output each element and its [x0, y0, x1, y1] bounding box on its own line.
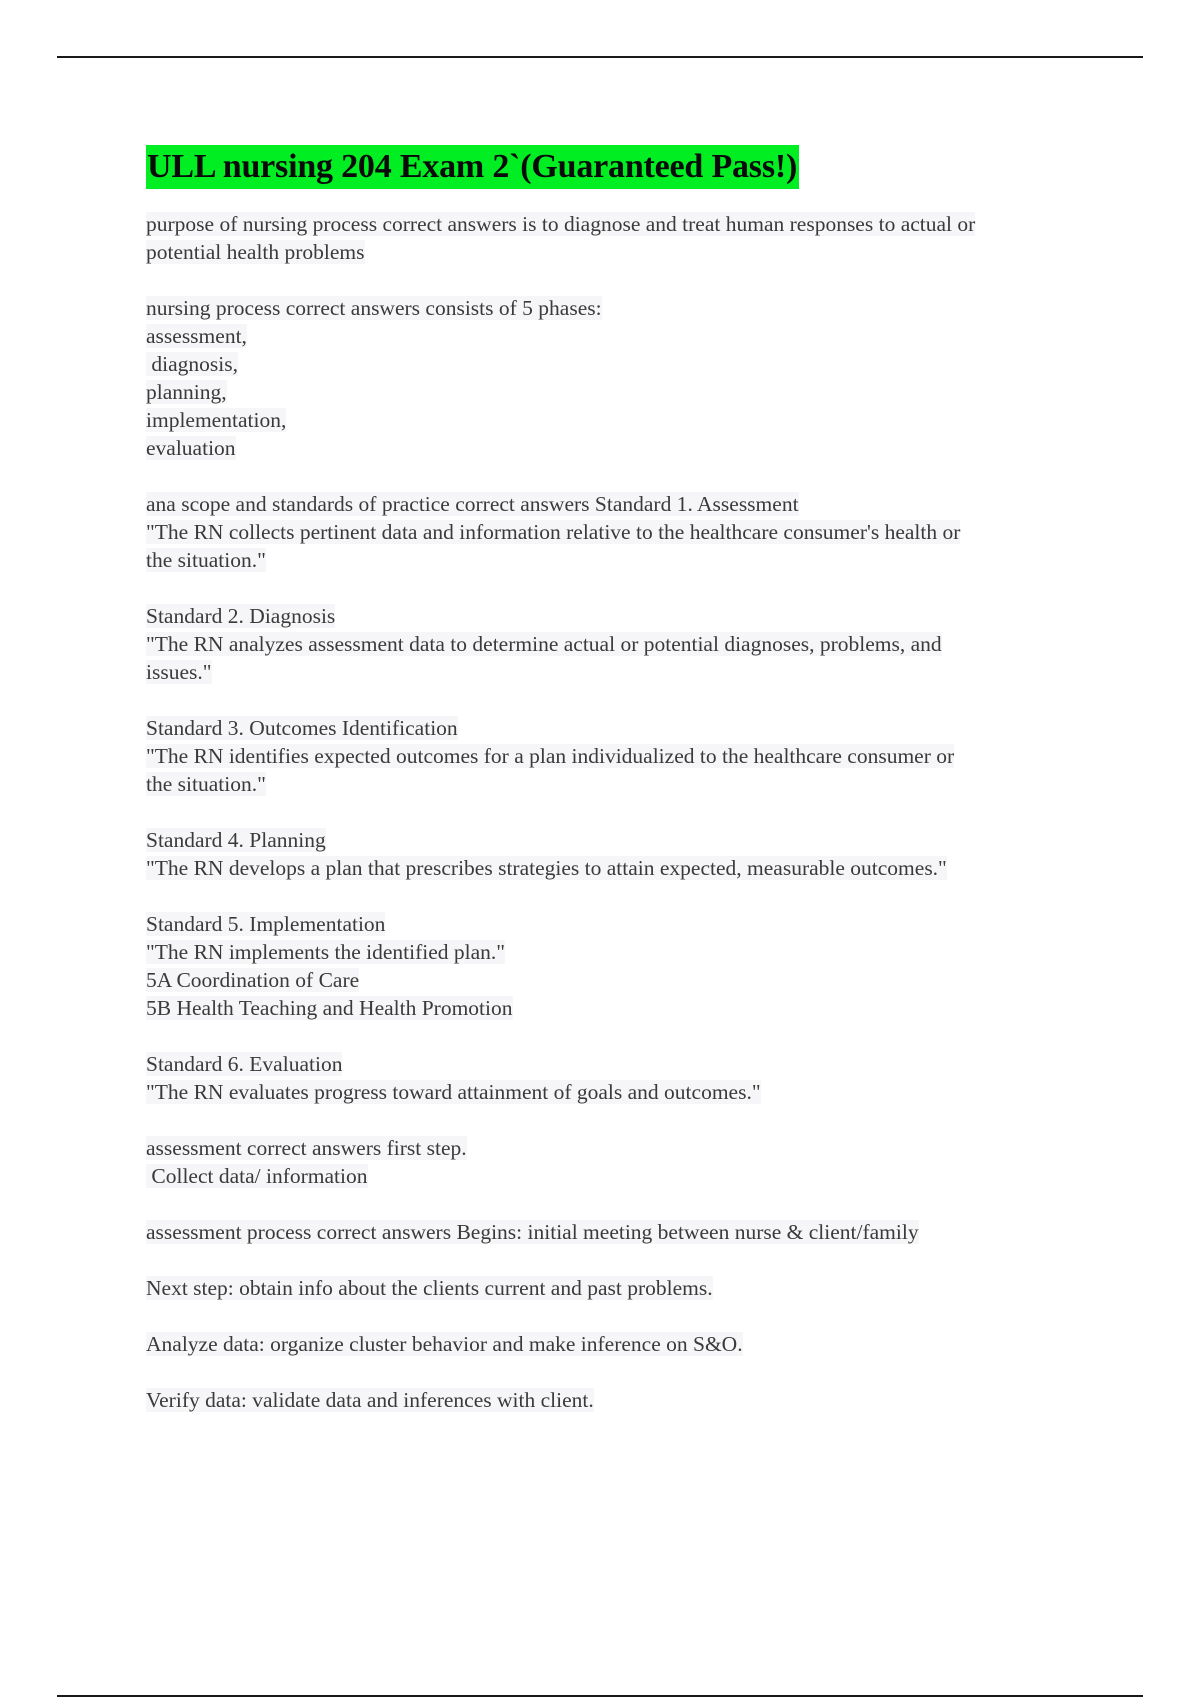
text-line: Next step: obtain info about the clients current and past problems. — [146, 1276, 713, 1300]
document-body — [146, 145, 1086, 1442]
text-line: Standard 6. Evaluation — [146, 1052, 343, 1076]
text-line: ana scope and standards of practice correct answers Standard 1. Assessment — [146, 492, 799, 516]
text-line: 5A Coordination of Care — [146, 968, 360, 992]
text-line: "The RN collects pertinent data and information relative to the healthcare consumer's health or — [146, 520, 961, 544]
text-line: potential health problems — [146, 240, 365, 264]
text-line: the situation." — [146, 548, 266, 572]
text-line: Standard 3. Outcomes Identification — [146, 716, 458, 740]
block-standard-1 — [146, 490, 1086, 574]
block-nursing-process-purpose — [146, 210, 1086, 266]
document-title: ULL nursing 204 Exam 2`(Guaranteed Pass!) — [146, 145, 799, 189]
block-standard-5 — [146, 910, 1086, 1022]
block-next-step — [146, 1274, 1086, 1302]
text-line: "The RN implements the identified plan." — [146, 940, 506, 964]
block-standard-2 — [146, 602, 1086, 686]
block-standard-4 — [146, 826, 1086, 882]
header-rule — [57, 56, 1143, 58]
text-line: 5B Health Teaching and Health Promotion — [146, 996, 513, 1020]
text-line: Standard 2. Diagnosis — [146, 604, 336, 628]
text-line: implementation, — [146, 408, 287, 432]
text-line: assessment correct answers first step. — [146, 1136, 467, 1160]
footer-rule — [57, 1695, 1143, 1697]
block-analyze-data — [146, 1330, 1086, 1358]
text-line: "The RN evaluates progress toward attainment of goals and outcomes." — [146, 1080, 761, 1104]
block-standard-3 — [146, 714, 1086, 798]
text-line: planning, — [146, 380, 227, 404]
text-line: Standard 4. Planning — [146, 828, 326, 852]
text-line: issues." — [146, 660, 212, 684]
block-assessment-process — [146, 1218, 1086, 1246]
block-nursing-process-phases — [146, 294, 1086, 462]
text-line: Collect data/ information — [146, 1164, 368, 1188]
text-line: "The RN identifies expected outcomes for a plan individualized to the healthcare consumer or — [146, 744, 955, 768]
text-line: assessment, — [146, 324, 247, 348]
text-line: evaluation — [146, 436, 236, 460]
block-verify-data — [146, 1386, 1086, 1414]
text-line: Verify data: validate data and inferences with client. — [146, 1388, 594, 1412]
block-assessment — [146, 1134, 1086, 1190]
text-line: the situation." — [146, 772, 266, 796]
text-line: nursing process correct answers consists of 5 phases: — [146, 296, 602, 320]
text-line: "The RN develops a plan that prescribes strategies to attain expected, measurable outcomes." — [146, 856, 947, 880]
text-line: Standard 5. Implementation — [146, 912, 386, 936]
block-standard-6 — [146, 1050, 1086, 1106]
text-line: purpose of nursing process correct answers is to diagnose and treat human responses to actual or — [146, 212, 976, 236]
text-line: Analyze data: organize cluster behavior and make inference on S&O. — [146, 1332, 743, 1356]
text-line: assessment process correct answers Begins: initial meeting between nurse & client/family — [146, 1220, 919, 1244]
text-line: "The RN analyzes assessment data to determine actual or potential diagnoses, problems, and — [146, 632, 942, 656]
text-line: diagnosis, — [146, 352, 238, 376]
